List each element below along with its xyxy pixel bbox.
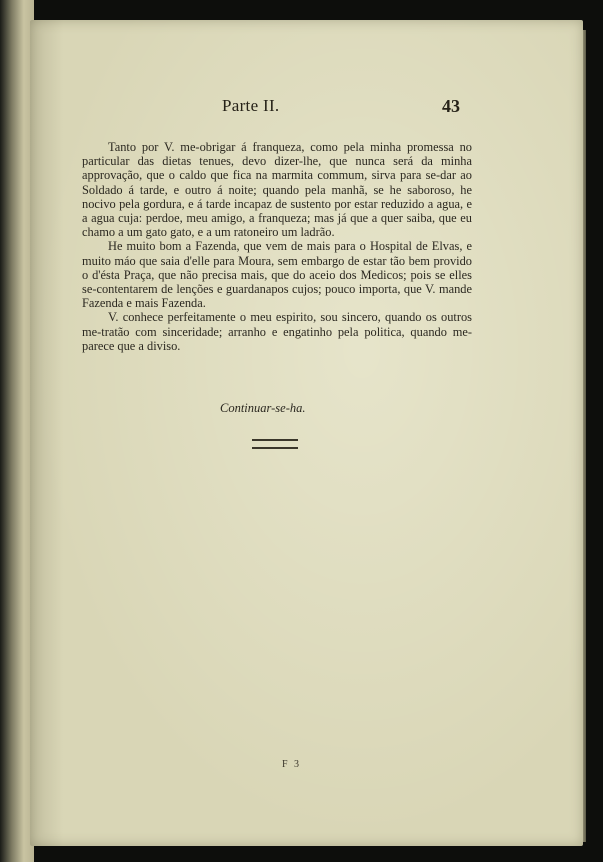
book-spine — [0, 0, 34, 862]
body-text — [82, 140, 472, 353]
section-rule — [252, 439, 298, 449]
continuation-note: Continuar-se-ha. — [220, 401, 306, 415]
book-page — [30, 20, 583, 846]
paragraph: He muito bom a Fazenda, que vem de mais para o Hospital de Elvas, e muito máo que saia d'elle para Moura, sem embargo de estar tão bem provido o d'ésta Praça, que não precisa mais, que do aceio dos Medicos; pois se elles se-contentarem de lenções e guardanapos cujos; pouco importa, que V. mande Fazenda e mais Fazenda. — [82, 239, 472, 311]
signature-mark: F 3 — [282, 759, 302, 770]
page-header — [30, 88, 583, 118]
paragraph: Tanto por V. me-obrigar á franqueza, como pela minha promessa no particular das dietas tenues, devo dizer-lhe, que nunca será da minha approvação, que o caldo que fica na marmita commum, sirva para se-dar ao Soldado á tarde, e outro á noite; quando pela manhã, se he saboroso, he nocivo pela gordura, e á tarde incapaz de sustento por estar reduzido a agua, e a agua cuja: perdoe, meu amigo, a franqueza; mas já que a quer saiba, que eu chamo a um gato gato, e a um ratoneiro um ladrão. — [82, 140, 472, 240]
page-number: 43 — [442, 96, 460, 116]
running-head: Parte II. — [222, 96, 280, 115]
paragraph: V. conhece perfeitamente o meu espirito, sou sincero, quando os outros me-tratão com sinceridade; arranho e engatinho pela politica, quando me-parece que a diviso. — [82, 310, 472, 353]
